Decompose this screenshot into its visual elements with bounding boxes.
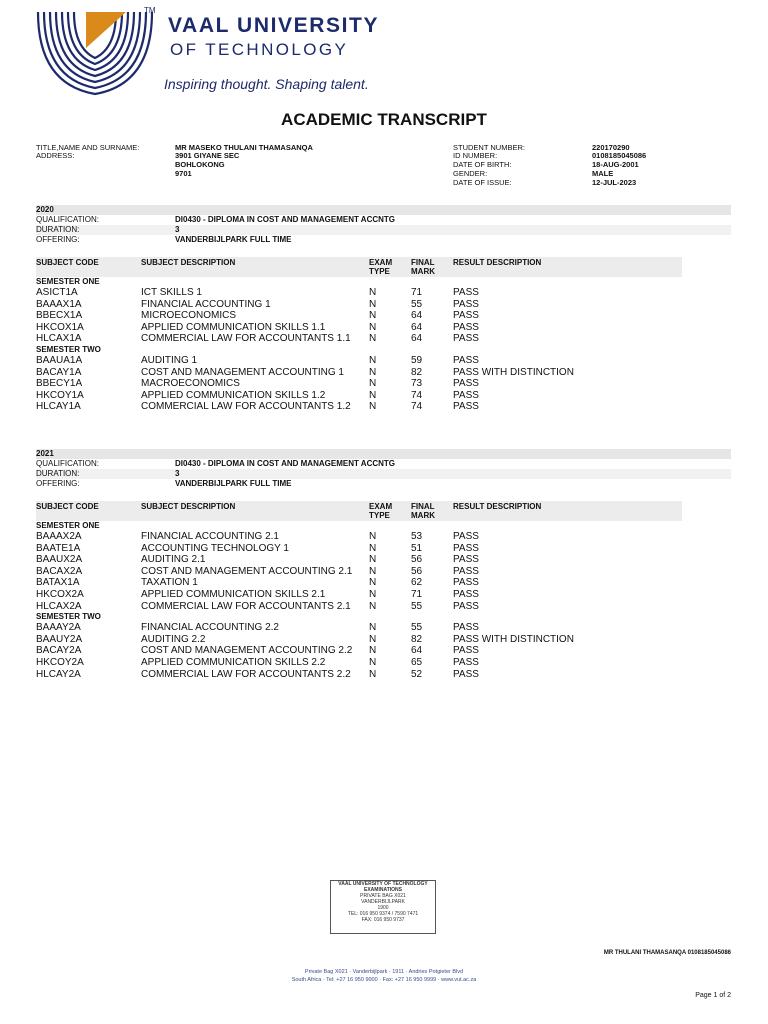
exam-type: N <box>369 577 377 589</box>
final-mark: 55 <box>411 298 423 310</box>
col-exam-type: EXAM TYPE <box>369 258 393 276</box>
final-mark: 55 <box>411 600 423 612</box>
subject-description: COMMERCIAL LAW FOR ACCOUNTANTS 2.2 <box>141 668 351 680</box>
table-row <box>36 378 682 390</box>
address-line: BOHLOKONG <box>175 160 225 169</box>
final-mark: 64 <box>411 310 423 322</box>
final-mark: 64 <box>411 321 423 333</box>
student-number: 220170290 <box>592 143 630 152</box>
subject-code: ASICT1A <box>36 287 78 298</box>
exam-type: N <box>369 531 377 542</box>
subject-description: ICT SKILLS 1 <box>141 287 202 298</box>
exam-type: N <box>369 287 377 298</box>
table-row <box>36 645 682 657</box>
exam-type: N <box>369 622 377 634</box>
exam-type: N <box>369 378 377 390</box>
footer-address-line: South Africa · Tel: +27 16 950 9000 · Fax: +27 16 950 9999 · www.vut.ac.za <box>291 977 477 983</box>
col-subject-description: SUBJECT DESCRIPTION <box>141 258 236 267</box>
subject-code: BAAUA1A <box>36 354 83 366</box>
table-row <box>36 355 682 367</box>
subject-description: AUDITING 2.2 <box>141 633 206 645</box>
col-final-mark: FINAL MARK <box>411 502 435 520</box>
subject-code: HLCAX1A <box>36 333 82 345</box>
semester-heading: SEMESTER ONE <box>36 521 100 530</box>
address-label: ADDRESS: <box>36 151 75 160</box>
subject-description: APPLIED COMMUNICATION SKILLS 1.1 <box>141 321 326 333</box>
exam-type: N <box>369 310 377 322</box>
result-description: PASS <box>453 287 479 298</box>
exam-type: N <box>369 656 377 668</box>
stamp-line: TEL: 016 950 9374 / 7590 7471 <box>347 911 419 917</box>
year-heading: 2021 <box>36 449 731 459</box>
stamp-line: VAAL UNIVERSITY OF TECHNOLOGY <box>338 881 428 887</box>
result-description: PASS <box>453 321 479 333</box>
table-header <box>36 257 682 277</box>
footer-address-line: Private Bag X021 · Vanderbijlpark · 1911 · Andries Potgieter Blvd <box>304 969 464 975</box>
exam-type: N <box>369 633 377 645</box>
subject-description: MICROECONOMICS <box>141 310 236 322</box>
table-row <box>36 657 682 669</box>
subject-code: BAAUY2A <box>36 633 83 645</box>
result-description: PASS <box>453 554 479 566</box>
year-heading: 2020 <box>36 205 731 215</box>
address-line: 9701 <box>175 169 192 178</box>
subject-description: ACCOUNTING TECHNOLOGY 1 <box>141 542 289 554</box>
table-row <box>36 669 682 681</box>
subject-description: AUDITING 2.1 <box>141 554 206 566</box>
qualification-label: QUALIFICATION: <box>36 459 99 468</box>
exam-type: N <box>369 588 377 600</box>
result-description: PASS <box>453 645 479 657</box>
final-mark: 71 <box>411 588 423 600</box>
duration-value: 3 <box>175 469 180 478</box>
subject-description: COST AND MANAGEMENT ACCOUNTING 1 <box>141 366 344 378</box>
subject-description: FINANCIAL ACCOUNTING 2.1 <box>141 531 279 542</box>
address-line: 3901 GIYANE SEC <box>175 151 240 160</box>
col-result-description: RESULT DESCRIPTION <box>453 502 542 511</box>
date-of-birth: 18-AUG-2001 <box>592 160 639 169</box>
final-mark: 64 <box>411 333 423 345</box>
semester-heading: SEMESTER TWO <box>36 344 101 354</box>
table-row <box>36 531 682 543</box>
qualification-row <box>36 459 731 469</box>
university-logo <box>34 8 156 98</box>
footer-holder: MR THULANI THAMASANQA 0108185045086 <box>603 950 731 956</box>
stamp-line: PRIVATE BAG X021 <box>360 893 406 899</box>
subject-description: APPLIED COMMUNICATION SKILLS 2.1 <box>141 588 326 600</box>
col-final-mark: FINAL MARK <box>411 258 435 276</box>
result-description: PASS <box>453 401 479 413</box>
result-description: PASS <box>453 668 479 680</box>
page-number: Page 1 of 2 <box>695 992 731 999</box>
subject-description: AUDITING 1 <box>141 354 198 366</box>
result-description: PASS <box>453 656 479 668</box>
final-mark: 74 <box>411 401 423 413</box>
col-result-description: RESULT DESCRIPTION <box>453 258 542 267</box>
subject-code: BAATE1A <box>36 542 81 554</box>
stamp-line: EXAMINATIONS <box>364 887 402 893</box>
final-mark: 65 <box>411 656 423 668</box>
final-mark: 59 <box>411 354 423 366</box>
subject-code: HKCOY1A <box>36 389 84 401</box>
table-row <box>36 310 682 322</box>
subject-code: BBECX1A <box>36 310 83 322</box>
tagline: Inspiring thought. Shaping talent. <box>164 76 369 92</box>
stamp-line: FAX: 016 950 9737 <box>361 917 405 923</box>
dob-label: DATE OF BIRTH: <box>453 160 512 169</box>
table-row <box>36 333 682 345</box>
exam-type: N <box>369 366 377 378</box>
id-label: ID NUMBER: <box>453 151 498 160</box>
final-mark: 62 <box>411 577 423 589</box>
result-description: PASS <box>453 600 479 612</box>
table-row <box>36 299 682 311</box>
exam-type: N <box>369 401 377 413</box>
table-row <box>36 287 682 299</box>
final-mark: 55 <box>411 622 423 634</box>
stamp-line: 1900 <box>377 905 389 911</box>
subject-code: BAAAX1A <box>36 298 82 310</box>
offering-row <box>36 235 731 245</box>
exam-type: N <box>369 645 377 657</box>
duration-label: DURATION: <box>36 469 80 478</box>
final-mark: 71 <box>411 287 423 298</box>
exam-type: N <box>369 298 377 310</box>
subject-code: HKCOX1A <box>36 321 84 333</box>
final-mark: 56 <box>411 565 423 577</box>
subject-description: COMMERCIAL LAW FOR ACCOUNTANTS 2.1 <box>141 600 351 612</box>
table-row <box>36 322 682 334</box>
subject-description: APPLIED COMMUNICATION SKILLS 1.2 <box>141 389 326 401</box>
result-description: PASS <box>453 333 479 345</box>
subject-description: FINANCIAL ACCOUNTING 1 <box>141 298 271 310</box>
subject-description: TAXATION 1 <box>141 577 198 589</box>
final-mark: 73 <box>411 378 423 390</box>
final-mark: 53 <box>411 531 423 542</box>
subject-code: HKCOX2A <box>36 588 84 600</box>
subject-description: COST AND MANAGEMENT ACCOUNTING 2.2 <box>141 645 353 657</box>
subject-code: BACAX2A <box>36 565 83 577</box>
subject-code: HLCAX2A <box>36 600 82 612</box>
student-number-label: STUDENT NUMBER: <box>453 143 525 152</box>
stamp-line: VANDERBIJLPARK <box>361 899 405 905</box>
qualification-value: DI0430 - DIPLOMA IN COST AND MANAGEMENT ACCNTG <box>175 459 396 468</box>
qualification-value: DI0430 - DIPLOMA IN COST AND MANAGEMENT ACCNTG <box>175 215 396 224</box>
subject-code: HLCAY2A <box>36 668 81 680</box>
result-description: PASS <box>453 588 479 600</box>
offering-value: VANDERBIJLPARK FULL TIME <box>175 479 292 488</box>
table-row <box>36 401 682 413</box>
year-block <box>36 449 731 680</box>
final-mark: 74 <box>411 389 423 401</box>
subject-code: BBECY1A <box>36 378 83 390</box>
result-description: PASS <box>453 310 479 322</box>
name-label: TITLE,NAME AND SURNAME: <box>36 143 140 152</box>
final-mark: 52 <box>411 668 423 680</box>
date-of-issue: 12-JUL-2023 <box>592 178 637 187</box>
col-exam-type: EXAM TYPE <box>369 502 393 520</box>
subject-code: BACAY1A <box>36 366 82 378</box>
table-row <box>36 601 682 613</box>
exam-type: N <box>369 565 377 577</box>
table-row <box>36 566 682 578</box>
table-row <box>36 367 682 379</box>
document-title: ACADEMIC TRANSCRIPT <box>281 110 487 129</box>
table-row <box>36 577 682 589</box>
final-mark: 64 <box>411 645 423 657</box>
offering-label: OFFERING: <box>36 235 80 244</box>
duration-row <box>36 469 731 479</box>
gender: MALE <box>592 169 614 178</box>
result-description: PASS WITH DISTINCTION <box>453 633 574 645</box>
subject-code: HKCOY2A <box>36 656 84 668</box>
result-description: PASS <box>453 531 479 542</box>
offering-label: OFFERING: <box>36 479 80 488</box>
gender-label: GENDER: <box>453 169 488 178</box>
result-description: PASS <box>453 298 479 310</box>
exam-type: N <box>369 600 377 612</box>
qualification-label: QUALIFICATION: <box>36 215 99 224</box>
exam-type: N <box>369 354 377 366</box>
result-description: PASS <box>453 622 479 634</box>
student-name: MR MASEKO THULANI THAMASANQA <box>175 143 313 152</box>
examinations-stamp <box>330 880 436 934</box>
col-subject-description: SUBJECT DESCRIPTION <box>141 502 236 511</box>
result-description: PASS <box>453 565 479 577</box>
id-number: 0108185045086 <box>592 151 647 160</box>
footer-address <box>0 968 768 984</box>
qualification-row <box>36 215 731 225</box>
subject-code: HLCAY1A <box>36 401 81 413</box>
final-mark: 82 <box>411 633 423 645</box>
subject-description: COST AND MANAGEMENT ACCOUNTING 2.1 <box>141 565 353 577</box>
subject-code: BAAUX2A <box>36 554 83 566</box>
university-name: VAAL UNIVERSITY <box>168 14 380 37</box>
table-row <box>36 543 682 555</box>
table-row <box>36 554 682 566</box>
exam-type: N <box>369 542 377 554</box>
semester-heading: SEMESTER ONE <box>36 277 100 286</box>
subject-description: APPLIED COMMUNICATION SKILLS 2.2 <box>141 656 326 668</box>
duration-value: 3 <box>175 225 180 234</box>
table-row <box>36 634 682 646</box>
col-subject-code: SUBJECT CODE <box>36 502 99 511</box>
offering-value: VANDERBIJLPARK FULL TIME <box>175 235 292 244</box>
table-row <box>36 589 682 601</box>
result-description: PASS <box>453 542 479 554</box>
table-row <box>36 622 682 634</box>
subject-code: BATAX1A <box>36 577 80 589</box>
table-header <box>36 501 682 521</box>
exam-type: N <box>369 554 377 566</box>
final-mark: 56 <box>411 554 423 566</box>
issue-label: DATE OF ISSUE: <box>453 178 512 187</box>
subject-code: BAAAX2A <box>36 531 82 542</box>
result-description: PASS WITH DISTINCTION <box>453 366 574 378</box>
trademark: TM <box>144 6 156 15</box>
final-mark: 82 <box>411 366 423 378</box>
result-description: PASS <box>453 577 479 589</box>
col-subject-code: SUBJECT CODE <box>36 258 99 267</box>
duration-label: DURATION: <box>36 225 80 234</box>
result-description: PASS <box>453 378 479 390</box>
duration-row <box>36 225 731 235</box>
result-description: PASS <box>453 354 479 366</box>
final-mark: 51 <box>411 542 423 554</box>
semester-heading: SEMESTER TWO <box>36 612 101 622</box>
table-row <box>36 390 682 402</box>
subject-code: BAAAY2A <box>36 622 81 634</box>
year-block <box>36 205 731 413</box>
exam-type: N <box>369 389 377 401</box>
subject-description: MACROECONOMICS <box>141 378 240 390</box>
offering-row <box>36 479 731 489</box>
subject-description: COMMERCIAL LAW FOR ACCOUNTANTS 1.2 <box>141 401 351 413</box>
university-name-sub: OF TECHNOLOGY <box>170 40 349 59</box>
exam-type: N <box>369 321 377 333</box>
subject-description: FINANCIAL ACCOUNTING 2.2 <box>141 622 279 634</box>
result-description: PASS <box>453 389 479 401</box>
exam-type: N <box>369 668 377 680</box>
exam-type: N <box>369 333 377 345</box>
subject-code: BACAY2A <box>36 645 82 657</box>
subject-description: COMMERCIAL LAW FOR ACCOUNTANTS 1.1 <box>141 333 351 345</box>
